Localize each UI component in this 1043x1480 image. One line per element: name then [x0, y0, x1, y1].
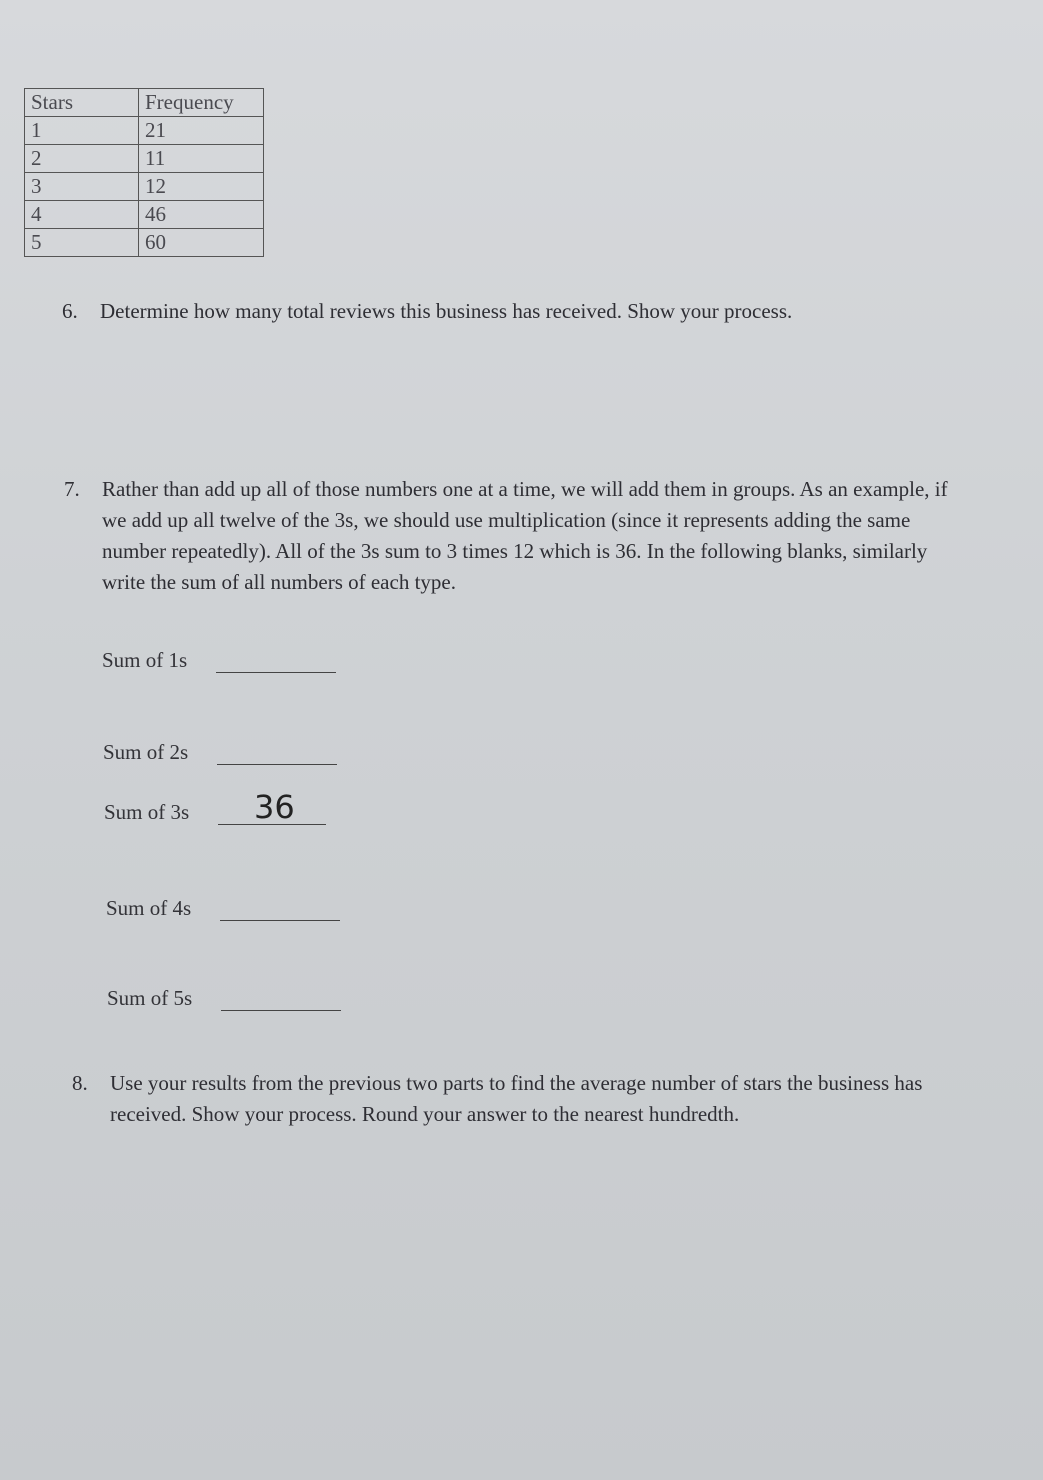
table-header-row — [25, 89, 264, 117]
question-8 — [72, 1068, 1012, 1138]
stars-cell: 1 — [25, 117, 139, 145]
sum-label: Sum of 4s — [106, 896, 192, 920]
sum-label: Sum of 2s — [103, 740, 189, 764]
sum-label: Sum of 5s — [107, 986, 193, 1010]
question-text: Determine how many total reviews this business has received. Show your process. — [100, 299, 793, 323]
question-7 — [64, 474, 1024, 604]
frequency-cell: 11 — [139, 145, 264, 173]
answer-blank[interactable] — [220, 902, 340, 921]
question-6 — [62, 296, 1022, 336]
stars-cell: 4 — [25, 201, 139, 229]
frequency-cell: 21 — [139, 117, 264, 145]
table-row — [25, 117, 264, 145]
table-row — [25, 229, 264, 257]
sum-row — [104, 788, 364, 834]
sum-label: Sum of 3s — [104, 800, 190, 824]
sum-row — [102, 648, 362, 682]
frequency-cell: 12 — [139, 173, 264, 201]
sum-row — [103, 740, 363, 774]
question-text: Use your results from the previous two parts to find the average number of stars the business has received. Show your process. Round your answer to the nearest hundredth. — [110, 1071, 923, 1126]
answer-blank[interactable] — [216, 654, 336, 673]
sum-label: Sum of 1s — [102, 648, 188, 672]
sum-row — [107, 986, 367, 1020]
answer-blank[interactable] — [221, 992, 341, 1011]
answer-blank[interactable] — [217, 746, 337, 765]
table-row — [25, 173, 264, 201]
sum-row — [106, 896, 366, 930]
table-row — [25, 145, 264, 173]
column-header-stars: Stars — [25, 89, 139, 117]
question-number: 6. — [62, 299, 78, 323]
question-number: 8. — [72, 1071, 88, 1095]
table-row — [25, 201, 264, 229]
question-text: Rather than add up all of those numbers one at a time, we will add them in groups. As an example, if we add up all twelve of the 3s, we should use multiplication (since it represents adding the same number repeatedly). All of the 3s sum to 3 times 12 which is 36. In the following blanks, similarly write the sum of all numbers of each type. — [102, 477, 948, 594]
frequency-cell: 46 — [139, 201, 264, 229]
stars-cell: 2 — [25, 145, 139, 173]
handwritten-answer: 36 — [254, 788, 295, 826]
stars-cell: 3 — [25, 173, 139, 201]
column-header-frequency: Frequency — [139, 89, 264, 117]
stars-cell: 5 — [25, 229, 139, 257]
frequency-cell: 60 — [139, 229, 264, 257]
frequency-table — [24, 88, 264, 257]
question-number: 7. — [64, 477, 80, 501]
